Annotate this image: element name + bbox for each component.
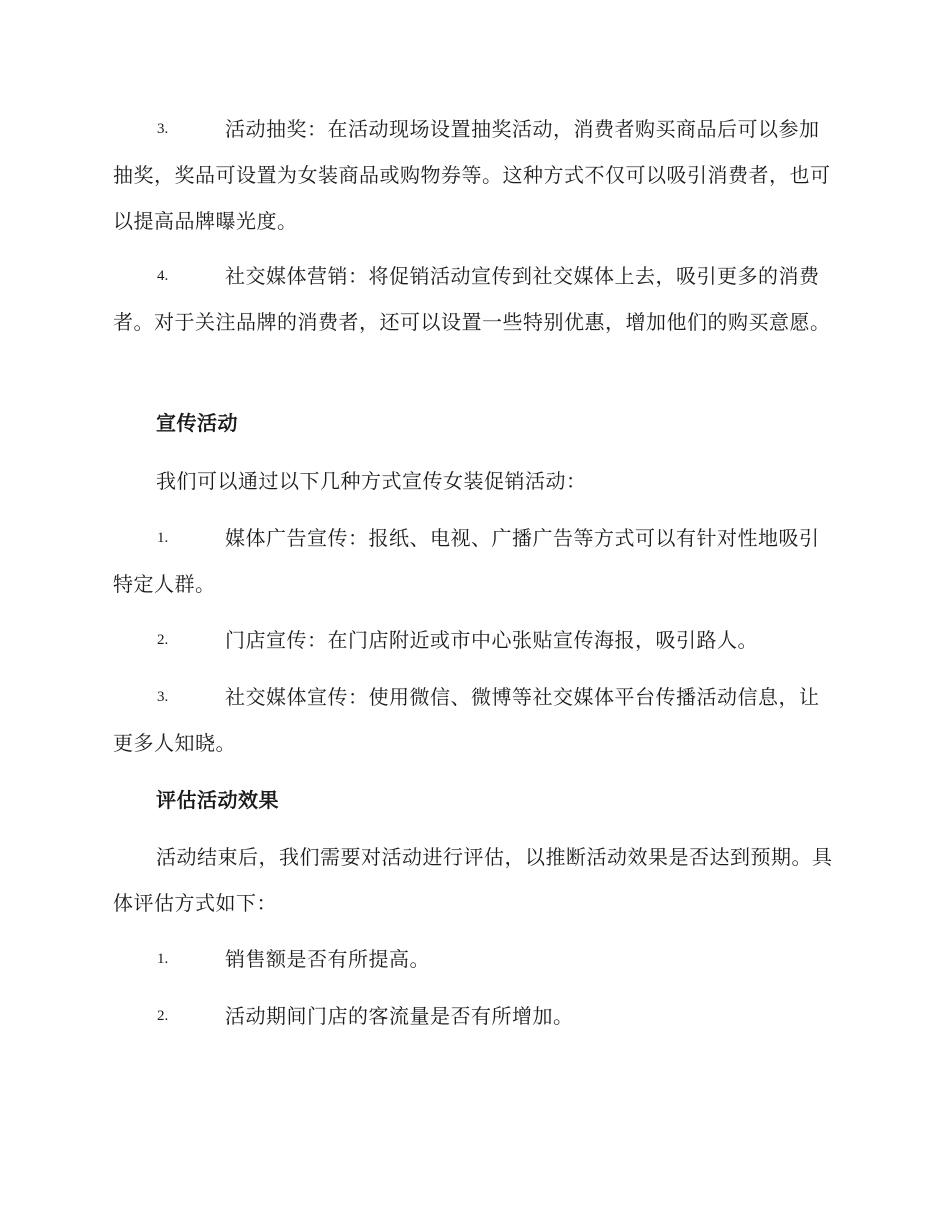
list-item-text: 销售额是否有所提高。	[225, 947, 430, 971]
list-number: 3.	[157, 121, 169, 137]
list-item	[113, 106, 835, 244]
list-item-text: 活动抽奖：在活动现场设置抽奖活动，消费者购买商品后可以参加抽奖，奖品可设置为女装商品或购物券等。这种方式不仅可以吸引消费者，也可以提高品牌曝光度。	[113, 117, 831, 233]
list-item	[113, 993, 835, 1039]
section-heading: 宣传活动	[156, 411, 238, 435]
list-item	[113, 617, 835, 663]
section-intro: 我们可以通过以下几种方式宣传女装促销活动：	[156, 469, 587, 493]
section-intro: 活动结束后，我们需要对活动进行评估，以推断活动效果是否达到预期。具体评估方式如下：	[113, 845, 833, 915]
list-item	[113, 515, 835, 607]
list-number: 4.	[157, 268, 169, 284]
list-item-text: 门店宣传：在门店附近或市中心张贴宣传海报，吸引路人。	[225, 628, 758, 652]
list-number: 2.	[157, 1008, 169, 1024]
list-item-text: 活动期间门店的客流量是否有所增加。	[225, 1004, 574, 1028]
list-number: 2.	[157, 632, 169, 648]
list-number: 3.	[157, 689, 169, 705]
list-item-text: 社交媒体营销：将促销活动宣传到社交媒体上去，吸引更多的消费者。对于关注品牌的消费者，还可以设置一些特别优惠，增加他们的购买意愿。	[113, 264, 831, 334]
list-item-text: 社交媒体宣传：使用微信、微博等社交媒体平台传播活动信息，让更多人知晓。	[113, 685, 820, 755]
list-item	[113, 674, 835, 766]
list-number: 1.	[157, 530, 169, 546]
list-item-text: 媒体广告宣传：报纸、电视、广播广告等方式可以有针对性地吸引特定人群。	[113, 526, 820, 596]
list-item	[113, 253, 835, 345]
section-heading: 评估活动效果	[156, 788, 279, 812]
list-number: 1.	[157, 951, 169, 967]
list-item	[113, 936, 835, 982]
